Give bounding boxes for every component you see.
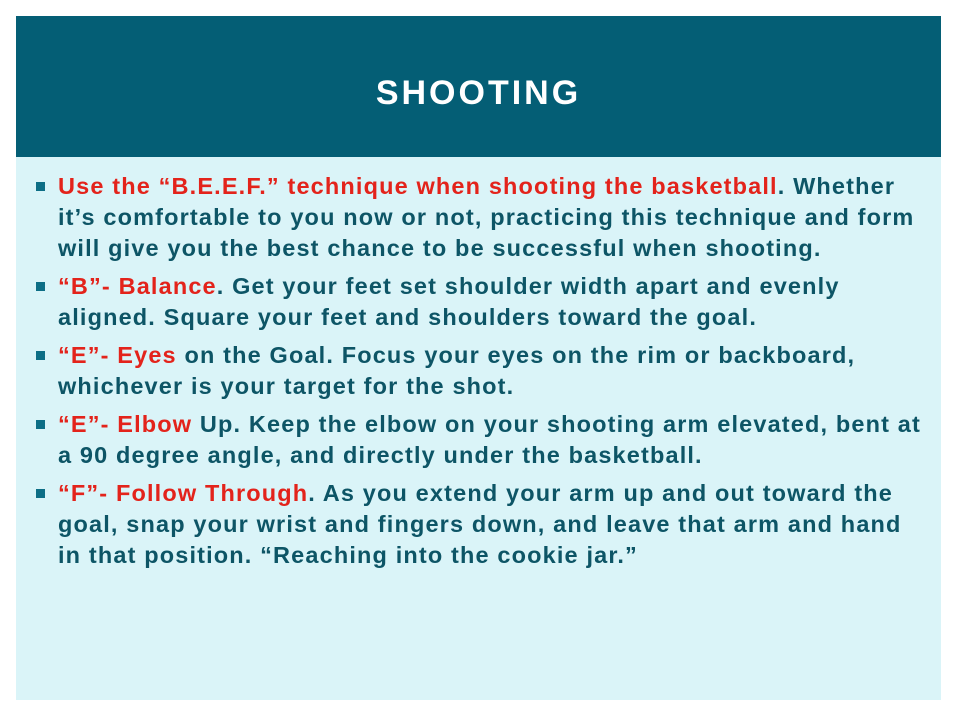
bullet-highlight: “B”- Balance — [58, 273, 217, 299]
bullet-text: Up. Keep the elbow on your shooting arm elevated, bent at a 90 degree angle, and directly under the basketball. — [58, 411, 921, 468]
square-bullet-icon — [36, 351, 45, 360]
slide-title: SHOOTING — [375, 74, 582, 112]
bullet-list — [36, 171, 931, 571]
bullet-item-follow-through — [36, 478, 931, 571]
square-bullet-icon — [36, 182, 45, 191]
bullet-item-beef-technique — [36, 171, 931, 264]
title-bar — [16, 16, 941, 157]
bullet-highlight: Use the “B.E.E.F.” technique when shooting the basketball — [58, 173, 778, 199]
bullet-text: . Whether it’s comfortable to you now or not, practicing this technique and form will give you the best chance to be successful when shooting. — [58, 173, 915, 261]
content-area — [16, 157, 941, 700]
bullet-text: . Get your feet set shoulder width apart and evenly aligned. Square your feet and shoulders toward the goal. — [58, 273, 840, 330]
square-bullet-icon — [36, 420, 45, 429]
bullet-text: on the Goal. Focus your eyes on the rim or backboard, whichever is your target for the shot. — [58, 342, 856, 399]
bullet-item-eyes — [36, 340, 931, 402]
bullet-highlight: “E”- Elbow — [58, 411, 193, 437]
bullet-highlight: “E”- Eyes — [58, 342, 177, 368]
bullet-item-elbow — [36, 409, 931, 471]
square-bullet-icon — [36, 282, 45, 291]
square-bullet-icon — [36, 489, 45, 498]
bullet-highlight: “F”- Follow Through — [58, 480, 309, 506]
bullet-item-balance — [36, 271, 931, 333]
bullet-text: . As you extend your arm up and out toward the goal, snap your wrist and fingers down, and leave that arm and hand in that position. “Reaching into the cookie jar.” — [58, 480, 902, 568]
